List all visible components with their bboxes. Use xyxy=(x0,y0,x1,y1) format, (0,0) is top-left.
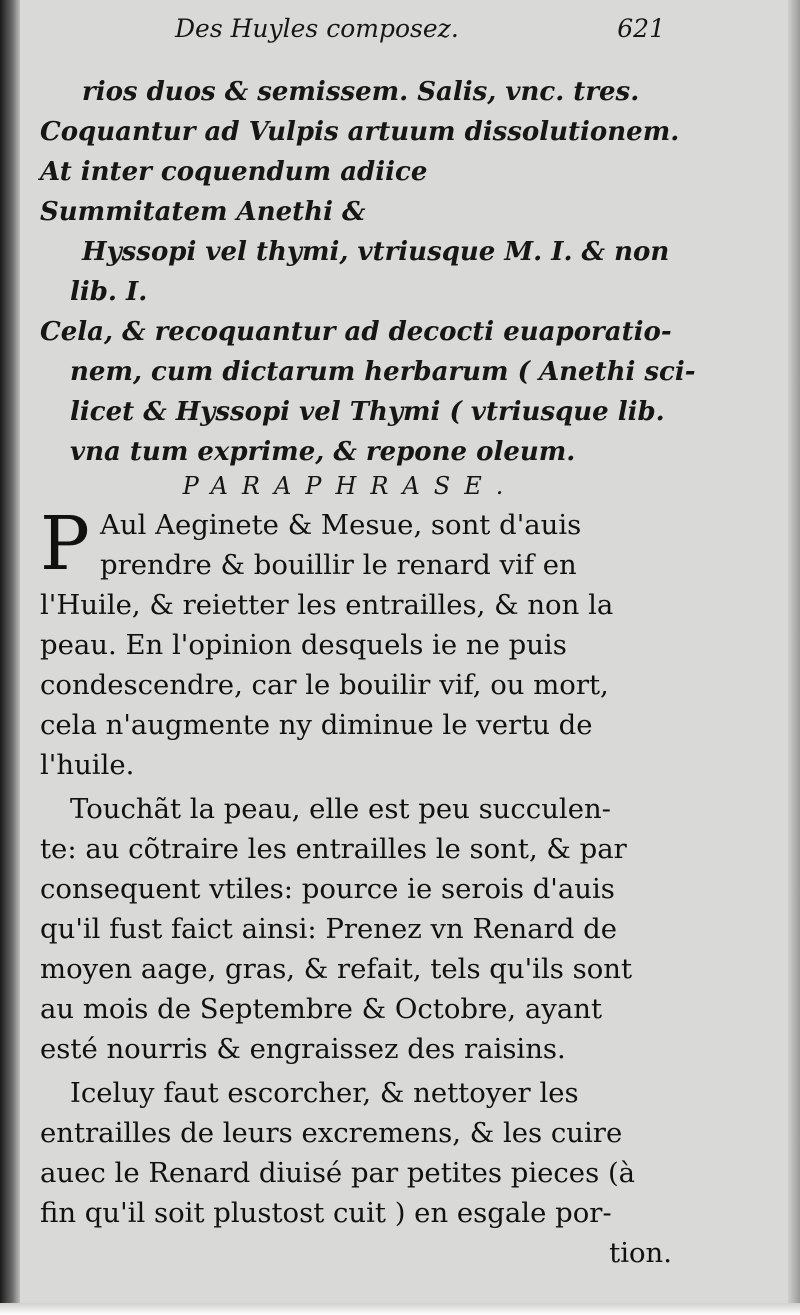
latin-line: licet & Hyssopi vel Thymi ( vtriusque lib. xyxy=(70,397,665,427)
latin-line: Coquantur ad Vulpis artuum dissolutionem. xyxy=(40,117,680,147)
paragraph-line: l'huile. xyxy=(40,749,135,781)
latin-recipe xyxy=(40,72,700,472)
french-text xyxy=(40,501,672,1273)
paragraph-line: moyen aage, gras, & refait, tels qu'ils sont xyxy=(40,953,633,985)
section-heading: PARAPHRASE. xyxy=(182,472,518,500)
paragraph-line: Iceluy faut escorcher, & nettoyer les xyxy=(70,1077,579,1109)
paragraph-line: te: au cõtraire les entrailles le sont, & par xyxy=(40,833,627,865)
paragraph-line: cela n'augmente ny diminue le vertu de xyxy=(40,709,593,741)
page-left-edge xyxy=(0,0,20,1315)
paragraph-line: entrailles de leurs excremens, & les cuire xyxy=(40,1117,623,1149)
latin-line: lib. I. xyxy=(70,277,148,307)
page-number: 621 xyxy=(617,14,665,43)
page-bottom-edge xyxy=(0,1303,800,1315)
paragraph-line: esté nourris & engraissez des raisins. xyxy=(40,1033,566,1065)
catchword: tion. xyxy=(609,1237,672,1269)
paragraph-line: consequent vtiles: pource ie serois d'auis xyxy=(40,873,615,905)
page-right-edge xyxy=(788,0,800,1315)
latin-line: nem, cum dictarum herbarum ( Anethi sci- xyxy=(70,357,696,387)
latin-line: Summitatem Anethi & xyxy=(40,197,366,227)
latin-line: Hyssopi vel thymi, vtriusque M. I. & non xyxy=(82,237,670,267)
paragraph-line: auec le Renard diuisé par petites pieces (à xyxy=(40,1157,636,1189)
paragraph-line: qu'il fust faict ainsi: Prenez vn Renard de xyxy=(40,913,617,945)
paragraph-line: peau. En l'opinion desquels ie ne puis xyxy=(40,629,567,661)
latin-line: vna tum exprime, & repone oleum. xyxy=(70,437,576,467)
drop-cap: P xyxy=(40,501,90,587)
page-header xyxy=(175,14,665,54)
paragraph-line: condescendre, car le bouilir vif, ou mort, xyxy=(40,669,609,701)
latin-line: Cela, & recoquantur ad decocti euaporatio- xyxy=(40,317,672,347)
running-title: Des Huyles composez. xyxy=(175,14,459,43)
latin-line: At inter coquendum adiice xyxy=(40,157,428,187)
paragraph-line: fin qu'il soit plustost cuit ) en esgale por- xyxy=(40,1197,612,1229)
paragraph-line: Touchãt la peau, elle est peu succulen- xyxy=(70,793,611,825)
paragraph-line-text: Aul Aeginete & Mesue, sont d'auis xyxy=(100,509,582,541)
paragraph-line: prendre & bouillir le renard vif en xyxy=(100,549,577,581)
paragraph-line: au mois de Septembre & Octobre, ayant xyxy=(40,993,603,1025)
latin-line: rios duos & semissem. Salis, vnc. tres. xyxy=(82,77,640,107)
paragraph-line: l'Huile, & reietter les entrailles, & non la xyxy=(40,589,614,621)
